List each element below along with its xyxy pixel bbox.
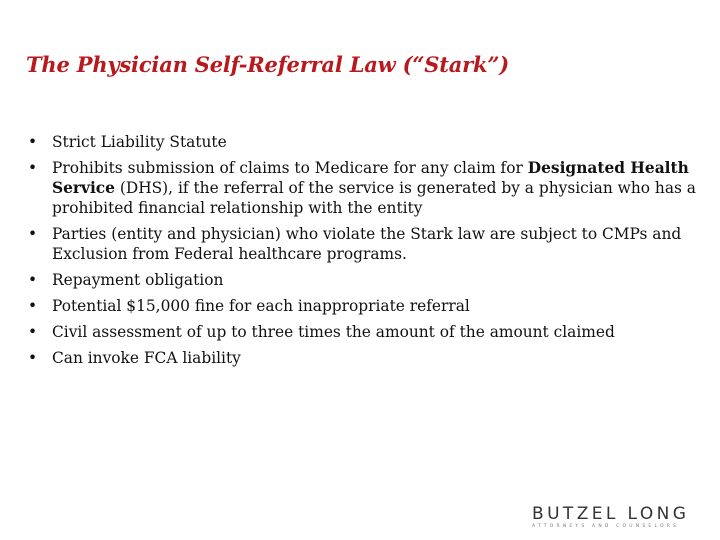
slide-title: The Physician Self-Referral Law (“Stark”) bbox=[26, 52, 509, 77]
logo-tagline: ATTORNEYS AND COUNSELORS bbox=[532, 524, 680, 529]
bullet-dot: • bbox=[28, 323, 38, 341]
bullet-list bbox=[26, 132, 706, 374]
bullet-text: Potential $15,000 fine for each inappropriate referral bbox=[52, 297, 470, 315]
bullet-text: Repayment obligation bbox=[52, 271, 224, 289]
bullet-item bbox=[26, 270, 706, 290]
bullet-item bbox=[26, 224, 706, 264]
bullet-text: Civil assessment of up to three times the amount of the amount claimed bbox=[52, 323, 615, 341]
bullet-text-bold: Designated Health Service bbox=[52, 159, 689, 197]
bullet-text: Strict Liability Statute bbox=[52, 133, 227, 151]
bullet-item bbox=[26, 296, 706, 316]
bullet-item bbox=[26, 322, 706, 342]
logo-wordmark: BUTZEL LONG bbox=[532, 504, 690, 524]
bullet-dot: • bbox=[28, 225, 38, 243]
bullet-text-suffix: (DHS), if the referral of the service is generated by a physician who has a prohibited financial relationship with the entity bbox=[52, 179, 696, 217]
bullet-dot: • bbox=[28, 349, 38, 367]
bullet-item bbox=[26, 158, 706, 218]
bullet-text-prefix: Prohibits submission of claims to Medicare for any claim for bbox=[52, 159, 528, 177]
bullet-item bbox=[26, 132, 706, 152]
bullet-dot: • bbox=[28, 133, 38, 151]
butzel-long-logo bbox=[532, 505, 712, 535]
bullet-text: Parties (entity and physician) who violate the Stark law are subject to CMPs and Exclusion from Federal healthcare programs. bbox=[52, 225, 682, 263]
bullet-text: Can invoke FCA liability bbox=[52, 349, 241, 367]
bullet-item bbox=[26, 348, 706, 368]
bullet-dot: • bbox=[28, 297, 38, 315]
bullet-dot: • bbox=[28, 271, 38, 289]
bullet-dot: • bbox=[28, 159, 38, 177]
